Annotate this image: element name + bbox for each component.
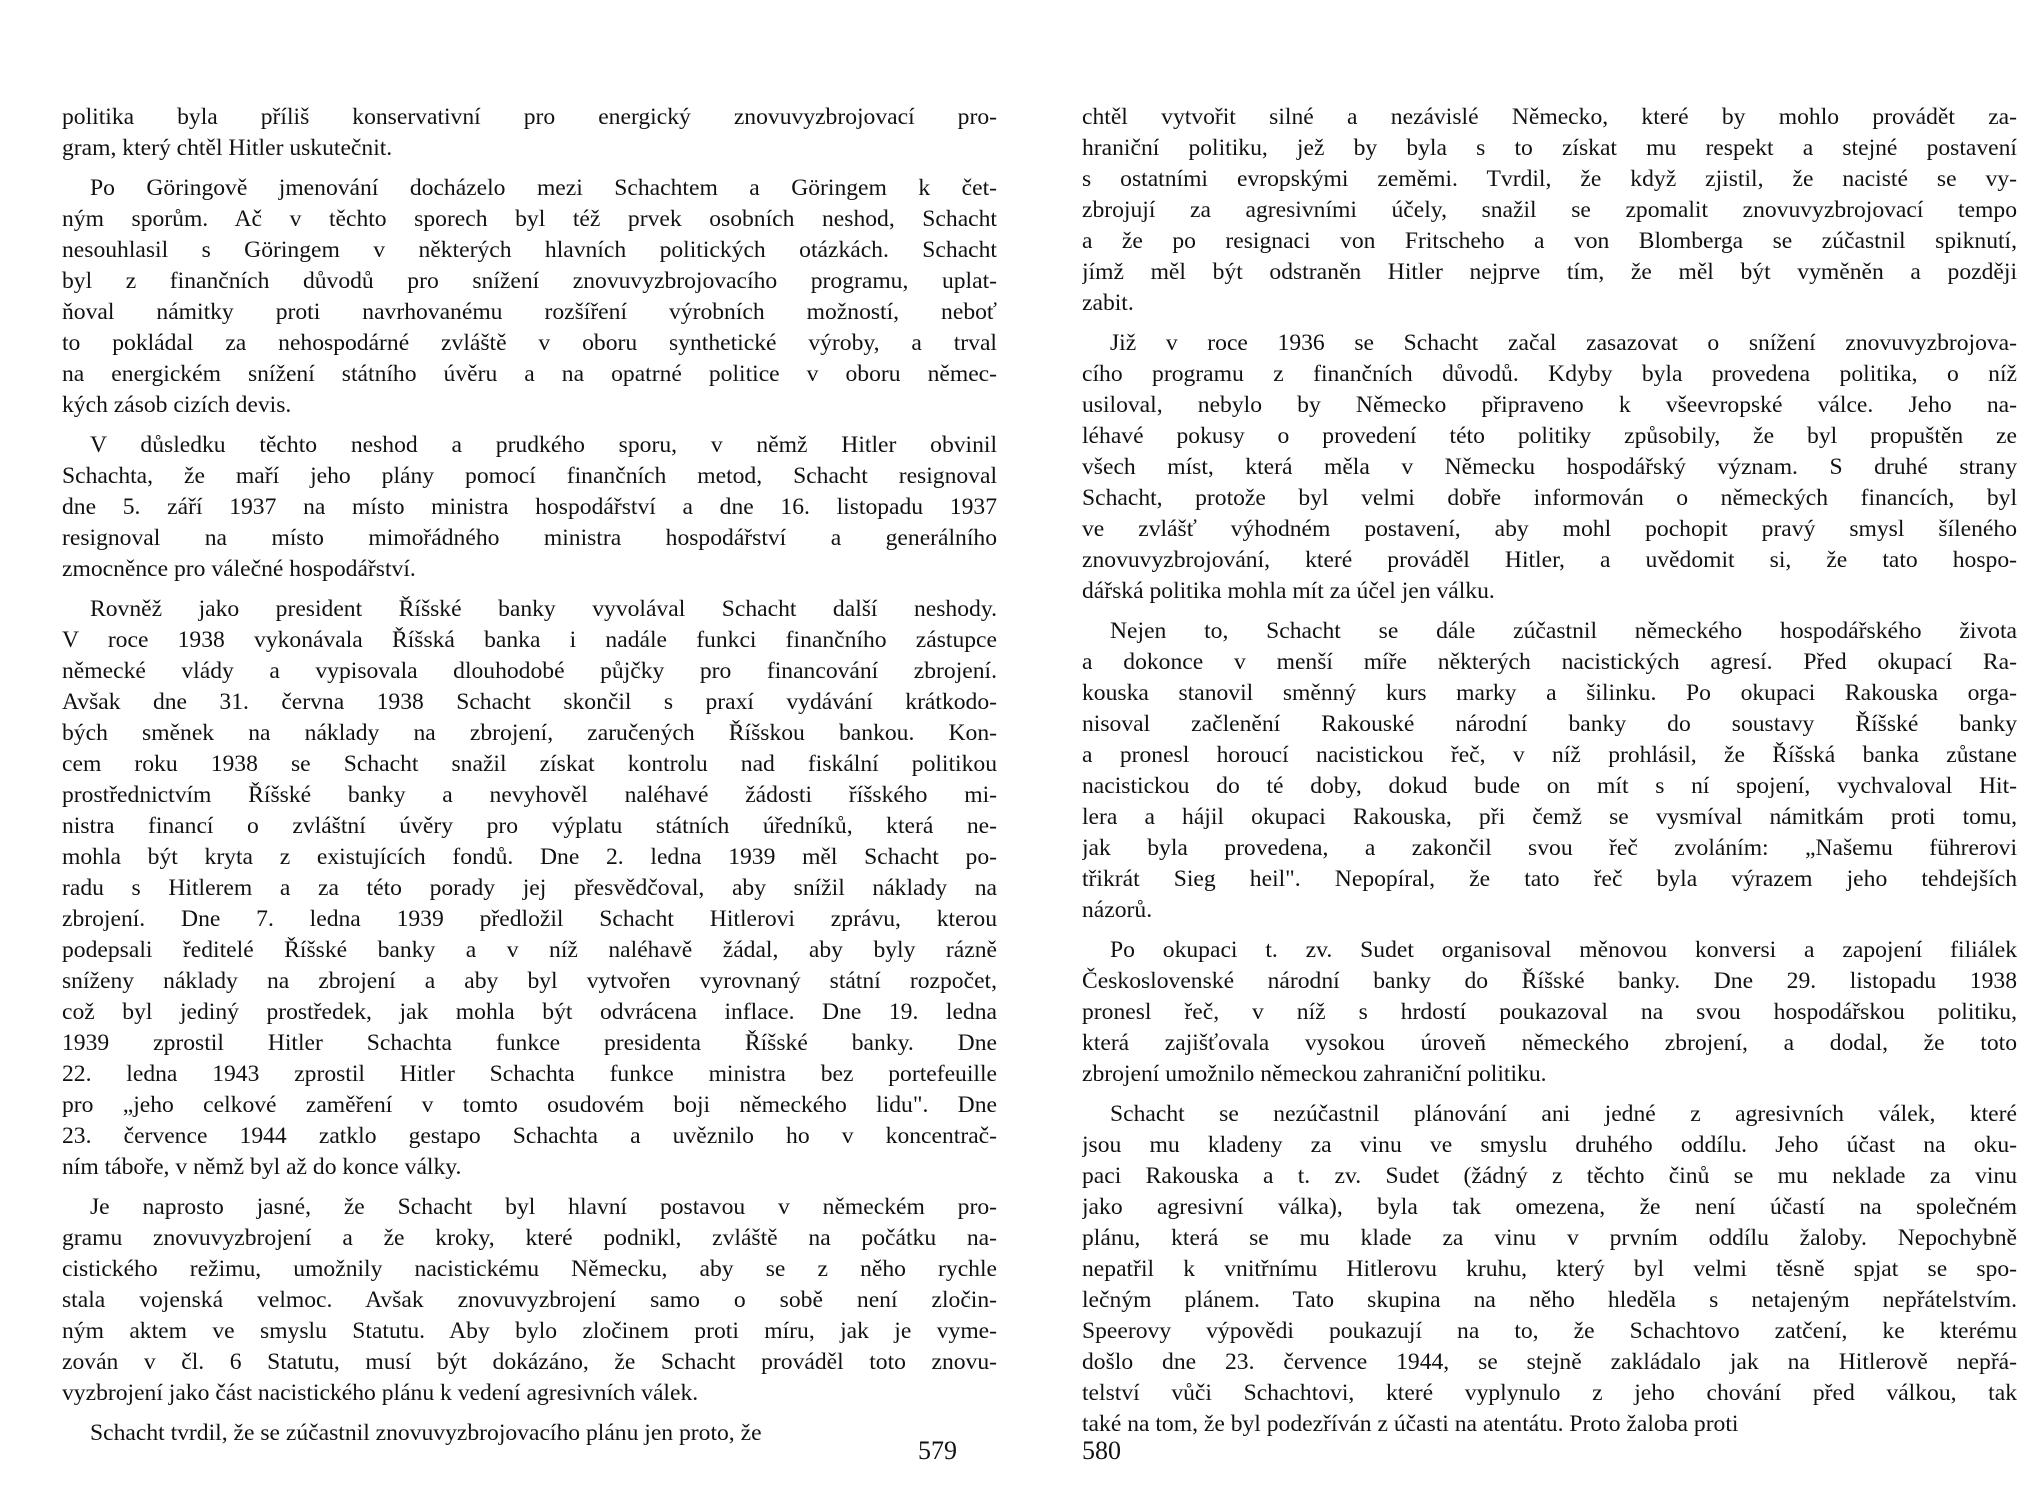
paragraph-gap <box>1082 1090 2017 1099</box>
paragraph <box>62 594 997 1183</box>
text-line: pro „jeho celkové zaměření v tomto osudovém boji německého lidu". Dne <box>62 1092 997 1118</box>
text-line: došlo dne 23. července 1944, se stejně zakládalo jak na Hitlerově nepřá- <box>1082 1349 2017 1375</box>
text-line: zován v čl. 6 Statutu, musí být dokázáno, že Schacht prováděl toto znovu- <box>62 1349 997 1375</box>
text-line: zbrojení. Dne 7. ledna 1939 předložil Schacht Hitlerovi zprávu, kterou <box>62 906 997 932</box>
text-line: zbrojují za agresivními účely, snažil se zpomalit znovuvyzbrojovací tempo <box>1082 197 2017 223</box>
text-line: Schacht se nezúčastnil plánování ani jedné z agresivních válek, které <box>1110 1101 2017 1127</box>
text-line: prostřednictvím Říšské banky a nevyhověl naléhavé žádosti říšského mi- <box>62 782 997 808</box>
paragraph-gap <box>62 585 997 594</box>
text-line: Nejen to, Schacht se dále zúčastnil německého hospodářského života <box>1110 618 2017 644</box>
paragraph <box>62 430 997 585</box>
paragraph-gap <box>1082 926 2017 935</box>
paragraph <box>1082 616 2017 926</box>
text-line: zmocněnce pro válečné hospodářství. <box>62 556 416 582</box>
text-line: a dokonce v menší míře některých nacistických agresí. Před okupací Ra- <box>1082 649 2017 675</box>
text-line: nesouhlasil s Göringem v některých hlavních politických otázkách. Schacht <box>62 237 997 263</box>
text-line: dářská politika mohla mít za účel jen válku. <box>1082 578 1495 604</box>
right-page-number: 580 <box>1082 1436 1121 1465</box>
paragraph <box>1082 328 2017 607</box>
text-line: Schacht, protože byl velmi dobře informován o německých financích, byl <box>1082 485 2017 511</box>
text-line: nisoval začlenění Rakouské národní banky do soustavy Říšské banky <box>1082 711 2017 737</box>
text-line: ným sporům. Ač v těchto sporech byl též prvek osobních neshod, Schacht <box>62 206 997 232</box>
paragraph-gap <box>1082 319 2017 328</box>
text-line: hraniční politiku, jež by byla s to získat mu respekt a stejné postavení <box>1082 135 2017 161</box>
text-line: lečným plánem. Tato skupina na něho hleděla s netajeným nepřátelstvím. <box>1082 1287 2017 1313</box>
text-line: bých směnek na náklady na zbrojení, zaručených Říšskou bankou. Kon- <box>62 720 997 746</box>
text-line: cistického režimu, umožnily nacistickému Německu, aby se z něho rychle <box>62 1256 997 1282</box>
text-line: pronesl řeč, v níž s hrdostí poukazoval na svou hospodářskou politiku, <box>1082 999 2017 1025</box>
text-line: Schachta, že maří jeho plány pomocí finančních metod, Schacht resignoval <box>62 463 997 489</box>
text-line: třikrát Sieg heil". Nepopíral, že tato řeč byla výrazem jeho tehdejších <box>1082 866 2017 892</box>
paragraph <box>62 102 997 164</box>
text-line: Je naprosto jasné, že Schacht byl hlavní postavou v německém pro- <box>90 1194 997 1220</box>
text-line: na energickém snížení státního úvěru a na opatrné politice v oboru němec- <box>62 361 997 387</box>
text-line: ním táboře, v němž byl až do konce války. <box>62 1154 462 1180</box>
text-line: s ostatními evropskými zeměmi. Tvrdil, že když zjistil, že nacisté se vy- <box>1082 166 2017 192</box>
text-line: telství vůči Schachtovi, které vyplynulo z jeho chování před válkou, tak <box>1082 1380 2017 1406</box>
text-line: Avšak dne 31. června 1938 Schacht skončil s praxí vydávání krátkodo- <box>62 689 997 715</box>
paragraph <box>62 173 997 421</box>
text-line: cem roku 1938 se Schacht snažil získat kontrolu nad fiskální politikou <box>62 751 997 777</box>
text-line: resignoval na místo mimořádného ministra hospodářství a generálního <box>62 525 997 551</box>
text-line: politika byla příliš konservativní pro energický znovuvyzbrojovací pro- <box>62 104 997 130</box>
text-line: Československé národní banky do Říšské banky. Dne 29. listopadu 1938 <box>1082 968 2017 994</box>
text-line: názorů. <box>1082 897 1153 923</box>
paragraph <box>62 1418 997 1449</box>
text-line: radu s Hitlerem a za této porady jej přesvědčoval, aby snížil náklady na <box>62 875 997 901</box>
text-line: Rovněž jako president Říšské banky vyvolával Schacht další neshody. <box>90 596 997 622</box>
text-line: paci Rakouska a t. zv. Sudet (žádný z těchto činů se mu neklade za vinu <box>1082 1163 2017 1189</box>
text-line: jímž měl být odstraněn Hitler nejprve tím, že měl být vyměněn a později <box>1082 259 2017 285</box>
text-line: ňoval námitky proti navrhovanému rozšíření výrobních možností, neboť <box>62 299 997 325</box>
text-line: jsou mu kladeny za vinu ve smyslu druhého oddílu. Jeho účast na oku- <box>1082 1132 2017 1158</box>
text-line: usiloval, nebylo by Německo připraveno k všeevropské válce. Jeho na- <box>1082 392 2017 418</box>
paragraph <box>1082 102 2017 319</box>
text-line: zbrojení umožnilo německou zahraniční politiku. <box>1082 1061 1547 1087</box>
text-line: kých zásob cizích devis. <box>62 392 292 418</box>
text-line: V roce 1938 vykonávala Říšská banka i nadále funkci finančního zástupce <box>62 627 997 653</box>
text-line: znovuvyzbrojování, které prováděl Hitler, a uvědomit si, že tato hospo- <box>1082 547 2017 573</box>
text-line: 1939 zprostil Hitler Schachta funkce presidenta Říšské banky. Dne <box>62 1030 997 1056</box>
text-line: nacistickou do té doby, dokud bude on mít s ní spojení, vychvaloval Hit- <box>1082 773 2017 799</box>
text-line: léhavé pokusy o provedení této politiky způsobily, že byl propuštěn ze <box>1082 423 2017 449</box>
text-line: V důsledku těchto neshod a prudkého sporu, v němž Hitler obvinil <box>90 432 997 458</box>
paragraph-gap <box>62 1409 997 1418</box>
text-line: lera a hájil okupaci Rakouska, při čemž se vysmíval námitkám proti tomu, <box>1082 804 2017 830</box>
text-line: ným aktem ve smyslu Statutu. Aby bylo zločinem proti míru, jak je vyme- <box>62 1318 997 1344</box>
paragraph-gap <box>62 421 997 430</box>
text-line: to pokládal za nehospodárné zvláště v oboru synthetické výroby, a trval <box>62 330 997 356</box>
text-line: 22. ledna 1943 zprostil Hitler Schachta funkce ministra bez portefeuille <box>62 1061 997 1087</box>
text-line: Po Göringově jmenování docházelo mezi Schachtem a Göringem k čet- <box>90 175 997 201</box>
text-line: což byl jediný prostředek, jak mohla být odvrácena inflace. Dne 19. ledna <box>62 999 997 1025</box>
text-line: 23. července 1944 zatklo gestapo Schachta a uvěznilo ho v koncentrač- <box>62 1123 997 1149</box>
text-line: Speerovy výpovědi poukazují na to, že Schachtovo zatčení, ke kterému <box>1082 1318 2017 1344</box>
text-line: také na tom, že byl podezříván z účasti na atentátu. Proto žaloba proti <box>1082 1411 1739 1437</box>
text-line: sníženy náklady na zbrojení a aby byl vytvořen vyrovnaný státní rozpočet, <box>62 968 997 994</box>
paragraph <box>62 1192 997 1409</box>
text-line: mohla být kryta z existujících fondů. Dne 2. ledna 1939 měl Schacht po- <box>62 844 997 870</box>
right-page-text <box>1082 102 2017 1440</box>
text-line: vyzbrojení jako část nacistického plánu k vedení agresivních válek. <box>62 1380 699 1406</box>
text-line: jako agresivní válka), byla tak omezena, že není účastí na společném <box>1082 1194 2017 1220</box>
text-line: chtěl vytvořit silné a nezávislé Německo, které by mohlo provádět za- <box>1082 104 2017 130</box>
paragraph-gap <box>1082 607 2017 616</box>
text-line: a že po resignaci von Fritscheho a von Blomberga se zúčastnil spiknutí, <box>1082 228 2017 254</box>
text-line: zabit. <box>1082 290 1134 316</box>
text-line: Schacht tvrdil, že se zúčastnil znovuvyzbrojovacího plánu jen proto, že <box>90 1420 762 1446</box>
text-line: která zajišťovala vysokou úroveň německého zbrojení, a dodal, že toto <box>1082 1030 2017 1056</box>
text-line: nepatřil k vnitřnímu Hitlerovu kruhu, který byl velmi těsně spjat se spo- <box>1082 1256 2017 1282</box>
text-line: stala vojenská velmoc. Avšak znovuvyzbrojení samo o sobě není zločin- <box>62 1287 997 1313</box>
text-line: německé vlády a vypisovala dlouhodobé půjčky pro financování zbrojení. <box>62 658 997 684</box>
text-line: nistra financí o zvláštní úvěry pro výplatu státních úředníků, která ne- <box>62 813 997 839</box>
text-line: plánu, která se mu klade za vinu v prvním oddílu žaloby. Nepochybně <box>1082 1225 2017 1251</box>
paragraph-gap <box>62 1183 997 1192</box>
text-line: Po okupaci t. zv. Sudet organisoval měnovou konversi a zapojení filiálek <box>1110 937 2017 963</box>
paragraph <box>1082 935 2017 1090</box>
text-line: ve zvlášť výhodném postavení, aby mohl pochopit pravý smysl šíleného <box>1082 516 2017 542</box>
text-line: Již v roce 1936 se Schacht začal zasazovat o snížení znovuvyzbrojova- <box>1110 330 2017 356</box>
text-line: kouska stanovil směnný kurs marky a šilinku. Po okupaci Rakouska orga- <box>1082 680 2017 706</box>
text-line: gramu znovuvyzbrojení a že kroky, které podnikl, zvláště na počátku na- <box>62 1225 997 1251</box>
left-page-text <box>62 102 997 1449</box>
text-line: jak byla provedena, a zakončil svou řeč zvoláním: „Našemu führerovi <box>1082 835 2017 861</box>
text-line: byl z finančních důvodů pro snížení znovuvyzbrojovacího programu, uplat- <box>62 268 997 294</box>
paragraph-gap <box>62 164 997 173</box>
paragraph <box>1082 1099 2017 1440</box>
text-line: a pronesl horoucí nacistickou řeč, v níž prohlásil, že Říšská banka zůstane <box>1082 742 2017 768</box>
text-line: všech míst, která měla v Německu hospodářský význam. S druhé strany <box>1082 454 2017 480</box>
text-line: gram, který chtěl Hitler uskutečnit. <box>62 135 393 161</box>
text-line: dne 5. září 1937 na místo ministra hospodářství a dne 16. listopadu 1937 <box>62 494 997 520</box>
text-line: podepsali ředitelé Říšské banky a v níž naléhavě žádal, aby byly rázně <box>62 937 997 963</box>
text-line: cího programu z finančních důvodů. Kdyby byla provedena politika, o níž <box>1082 361 2017 387</box>
left-page-number: 579 <box>918 1436 957 1465</box>
